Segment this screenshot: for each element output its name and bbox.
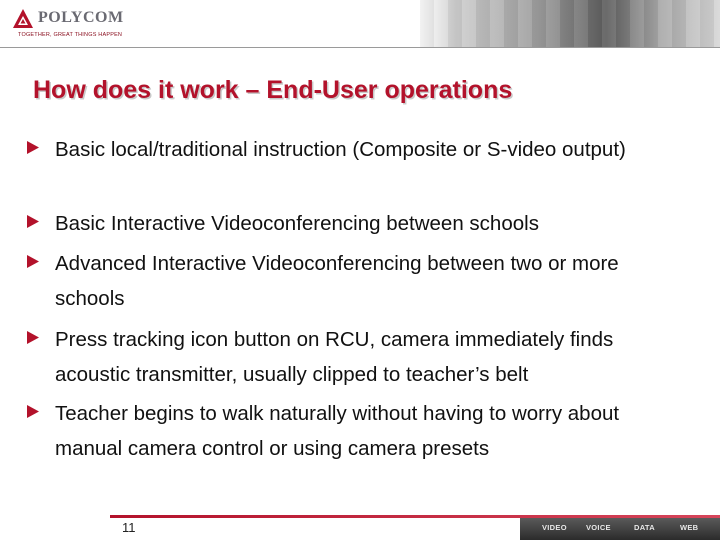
bullet-arrow-icon: [27, 405, 39, 418]
slide-title: How does it work – End-User operations: [33, 76, 513, 104]
slide-footer: [0, 515, 720, 540]
bullet-text: Basic local/traditional instruction (Composite or S-video output): [55, 138, 626, 161]
bullet-arrow-icon: [27, 215, 39, 228]
bullet-arrow-icon: [27, 141, 39, 154]
bullet-text: Advanced Interactive Videoconferencing between two or more schools: [55, 252, 619, 310]
bullet-text: Press tracking icon button on RCU, camera immediately finds acoustic transmitter, usually clipped to teacher’s belt: [55, 328, 614, 386]
header-photo-strip: [420, 0, 720, 48]
bullet-text: Basic Interactive Videoconferencing between schools: [55, 212, 539, 235]
slide-header: [0, 0, 720, 48]
bullet-arrow-icon: [27, 331, 39, 344]
footer-nav-voice: VOICE: [586, 523, 611, 532]
header-divider: [0, 47, 720, 48]
bullet-arrow-icon: [27, 255, 39, 268]
polycom-triangle-icon: [12, 8, 34, 30]
polycom-logo: [12, 8, 162, 42]
logo-tagline: TOGETHER, GREAT THINGS HAPPEN: [18, 32, 123, 38]
logo-wordmark: POLYCOM: [38, 9, 124, 26]
footer-nav-web: WEB: [680, 523, 699, 532]
footer-nav-video: VIDEO: [542, 523, 567, 532]
footer-nav-data: DATA: [634, 523, 655, 532]
bullet-text: Teacher begins to walk naturally without having to worry about manual camera control or using camera presets: [55, 402, 620, 460]
page-number: 11: [122, 520, 136, 535]
